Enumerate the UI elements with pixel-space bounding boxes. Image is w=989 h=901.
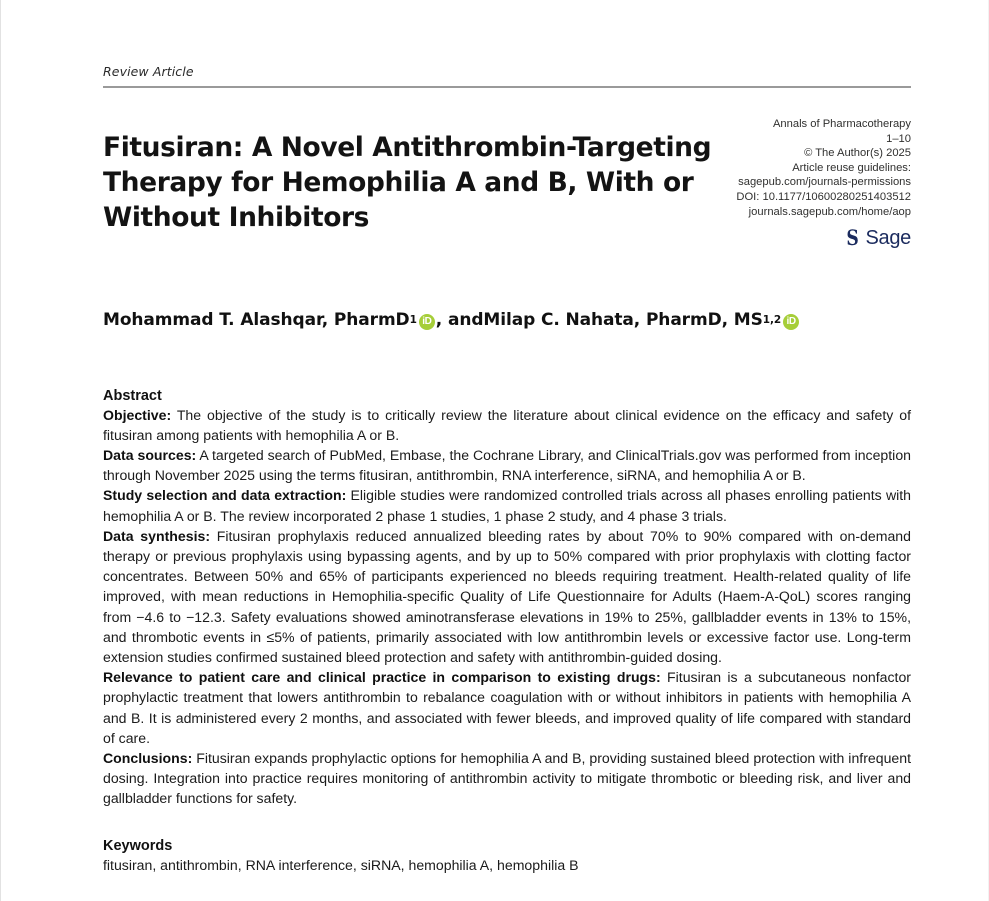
abstract-paragraph xyxy=(103,485,911,525)
permissions-link[interactable]: sagepub.com/journals-permissions xyxy=(738,176,911,189)
abstract-text: Eligible studies were randomized controlled trials across all phases enrolling patients with hemophilia A or B. The review incorporated 2 phase 1 studies, 1 phase 2 study, and 4 phase 3 trials. xyxy=(103,487,912,524)
abstract-text: The objective of the study is to critically review the literature about clinical evidence on the efficacy and safety of fitusiran among patients with hemophilia A or B. xyxy=(103,406,911,443)
keywords-list: fitusiran, antithrombin, RNA interference, siRNA, hemophilia A, hemophilia B xyxy=(103,856,579,873)
title-and-metadata-row xyxy=(103,112,911,253)
author-2-affiliation-marker: 1,2 xyxy=(762,313,782,326)
byline-conjunction: , and xyxy=(435,309,484,330)
doi-line[interactable]: DOI: 10.1177/10600280251403512 xyxy=(736,190,911,203)
abstract-paragraph xyxy=(103,445,911,485)
keywords-section xyxy=(103,838,911,875)
author-2-name: Milap C. Nahata, PharmD, MS xyxy=(483,309,763,330)
keywords-heading: Keywords xyxy=(103,837,173,854)
abstract-label: Conclusions: xyxy=(103,749,193,766)
sage-s-mark-icon: S xyxy=(846,225,860,251)
header-divider xyxy=(103,86,911,88)
sage-wordmark: Sage xyxy=(865,226,911,249)
abstract-paragraph xyxy=(103,667,911,748)
journal-metadata-block xyxy=(725,112,911,251)
reuse-guidelines-label: Article reuse guidelines: xyxy=(792,161,911,174)
abstract-heading: Abstract xyxy=(103,387,162,404)
author-byline xyxy=(103,310,911,330)
abstract-label: Relevance to patient care and clinical practice in comparison to existing drugs: xyxy=(103,669,661,686)
abstract-label: Data synthesis: xyxy=(103,527,211,544)
abstract-paragraph xyxy=(103,526,911,667)
copyright-line: © The Author(s) 2025 xyxy=(804,147,911,160)
page-title: Fitusiran: A Novel Antithrombin-Targeting Therapy for Hemophilia A and B, With or Without Inhibitors xyxy=(103,131,712,233)
abstract-label: Data sources: xyxy=(103,446,197,463)
abstract-section xyxy=(103,388,911,809)
abstract-text: A targeted search of PubMed, Embase, the Cochrane Library, and ClinicalTrials.gov was performed from inception through November 2025 using the terms fitusiran, antithrombin, RNA interference, siRNA, and hemophilia A or B. xyxy=(103,446,911,484)
sage-publisher-logo xyxy=(725,225,911,251)
abstract-text: Fitusiran expands prophylactic options for hemophilia A and B, providing sustained bleed protection with infrequent dosing. Integration into practice requires monitoring of antithrombin activity to mitigate thrombotic or bleeding risk, and liver and gallbladder functions for safety. xyxy=(103,749,911,807)
author-1-affiliation-marker: 1 xyxy=(409,313,417,326)
page-content xyxy=(103,0,911,875)
author-1-name: Mohammad T. Alashqar, PharmD xyxy=(103,309,410,330)
abstract-text: Fitusiran prophylaxis reduced annualized bleeding rates by about 70% to 90% compared with on-demand therapy or previous prophylaxis using bypassing agents, and by up to 50% compared with prior prophylaxis with clotting factor concentrates. Between 50% and 65% of participants experienced no bleeds requiring treatment. Health-related quality of life improved, with mean reductions in Hemophilia-specific Quality of Life Questionnaire for Adults (Haem-A-QoL) scores ranging from −4.6 to −12.3. Safety evaluations showed aminotransferase elevations in 19% to 25%, gallbladder events in 13% to 15%, and thrombotic events in ≤5% of patients, primarily associated with low antithrombin levels or excessive factor use. Long-term extension studies confirmed sustained bleed protection and safety with antithrombin-guided dosing. xyxy=(103,527,911,665)
abstract-text: Fitusiran is a subcutaneous nonfactor prophylactic treatment that lowers antithrombin to rebalance coagulation with or without inhibitors in patients with hemophilia A and B. It is administered every 2 months, and associated with fewer bleeds, and improved quality of life compared with standard of care. xyxy=(103,669,911,746)
page-range: 1–10 xyxy=(886,132,911,145)
abstract-paragraph xyxy=(103,748,911,809)
journal-name: Annals of Pharmacotherapy xyxy=(772,118,911,130)
journal-home-link[interactable]: journals.sagepub.com/home/aop xyxy=(748,205,911,218)
abstract-label: Study selection and data extraction: xyxy=(103,487,347,504)
orcid-icon[interactable]: iD xyxy=(419,314,435,330)
orcid-icon[interactable]: iD xyxy=(783,314,799,330)
abstract-paragraph xyxy=(103,405,911,445)
abstract-label: Objective: xyxy=(103,406,172,423)
running-head: Review Article xyxy=(103,64,194,79)
